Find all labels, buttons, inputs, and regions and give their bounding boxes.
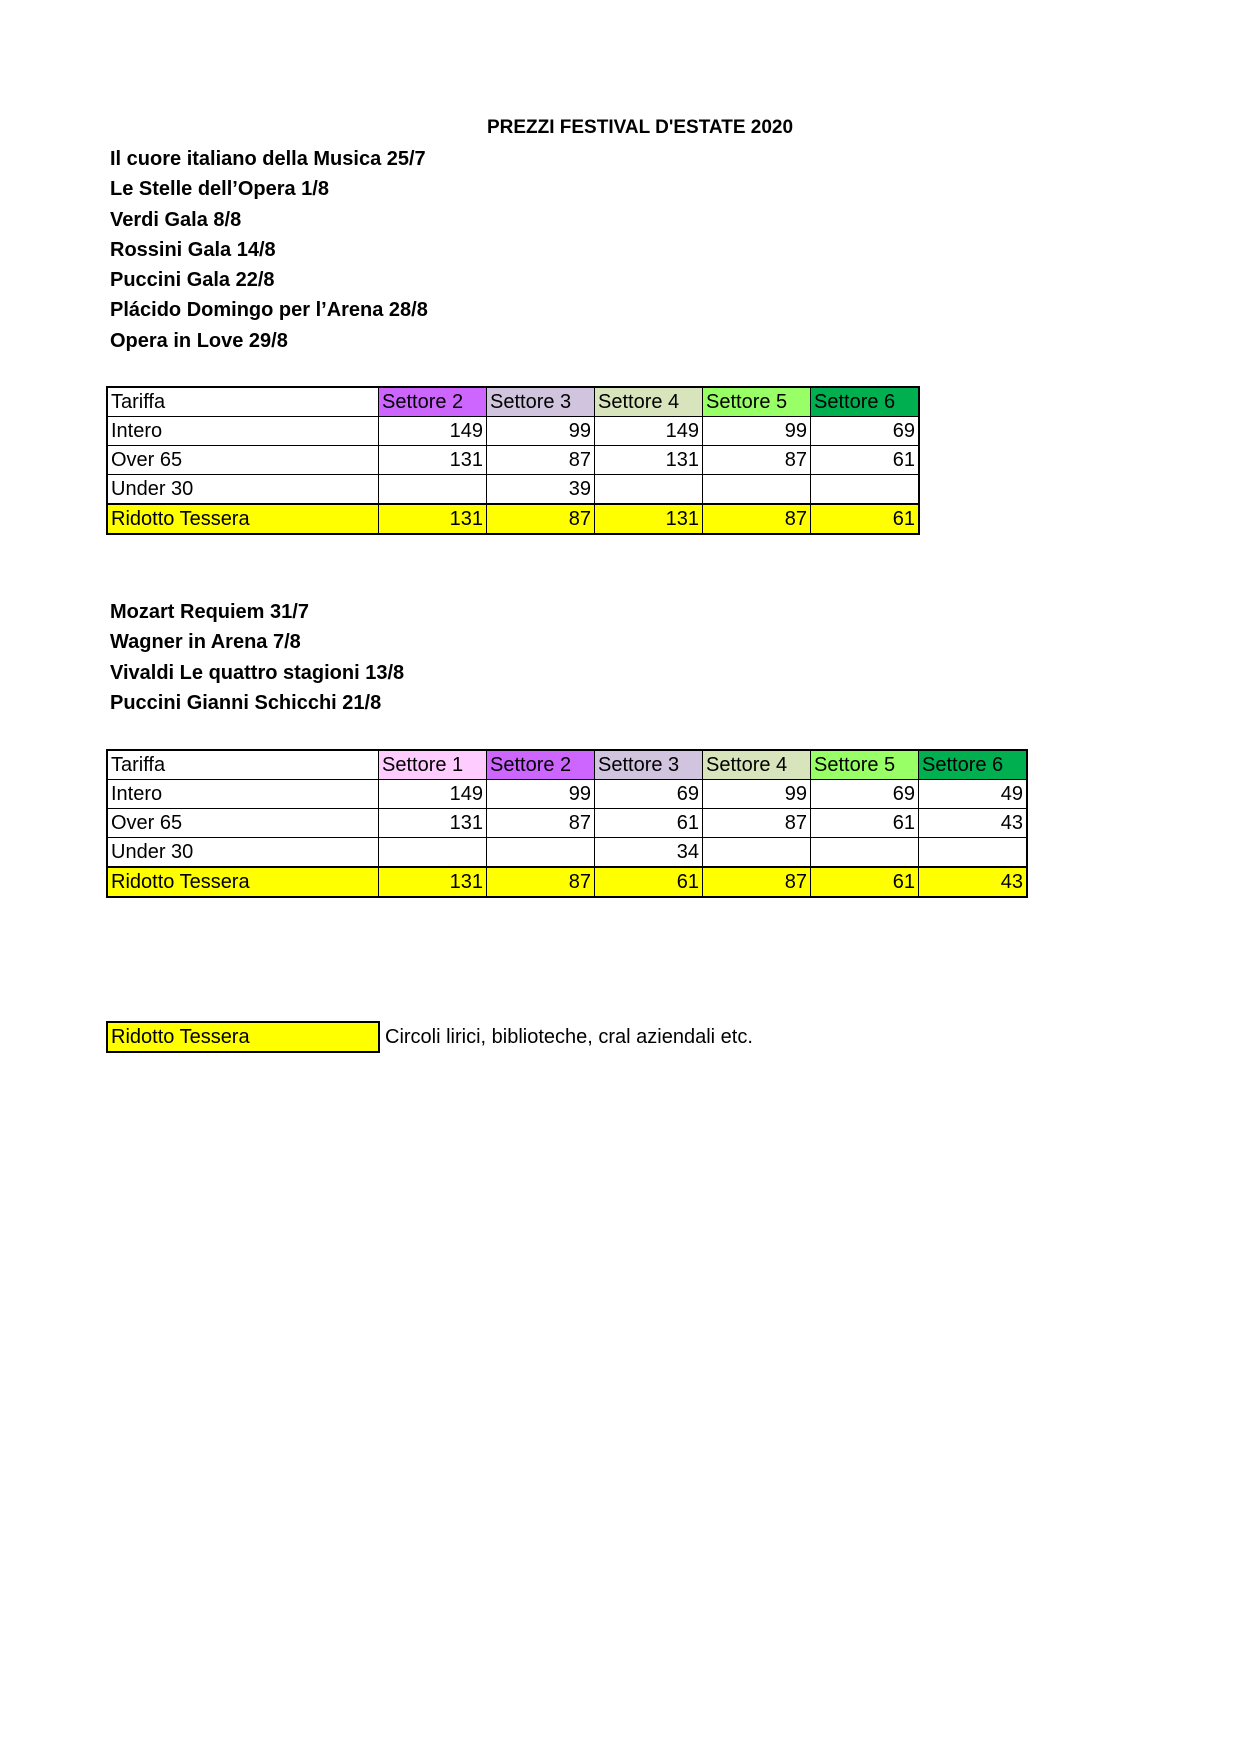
price-cell: 61 — [811, 504, 920, 534]
event-item: Il cuore italiano della Musica 25/7 — [110, 148, 426, 170]
row-label: Under 30 — [107, 475, 379, 505]
price-cell — [379, 475, 487, 505]
price-cell: 87 — [487, 867, 595, 897]
event-item: Puccini Gianni Schicchi 21/8 — [110, 691, 382, 714]
event-list-2 — [110, 597, 404, 718]
event-item: Opera in Love 29/8 — [110, 329, 288, 352]
event-item: Vivaldi Le quattro stagioni 13/8 — [110, 661, 405, 684]
legend-description: Circoli lirici, biblioteche, cral aziendali etc. — [385, 1025, 753, 1048]
event-list-1 — [110, 144, 428, 356]
price-cell — [703, 838, 811, 868]
price-cell: 34 — [595, 838, 703, 868]
price-cell — [487, 838, 595, 868]
table-row — [107, 475, 919, 505]
price-cell: 131 — [595, 446, 703, 475]
price-cell: 131 — [379, 867, 487, 897]
price-cell: 99 — [703, 417, 811, 446]
price-cell: 99 — [703, 780, 811, 809]
header-sector: Settore 3 — [487, 387, 595, 417]
legend-swatch: Ridotto Tessera — [106, 1021, 380, 1053]
price-cell: 87 — [487, 504, 595, 534]
table-row — [107, 809, 1027, 838]
header-sector: Settore 6 — [919, 750, 1028, 780]
row-label: Ridotto Tessera — [107, 867, 379, 897]
price-cell: 69 — [811, 780, 919, 809]
header-sector: Settore 1 — [379, 750, 487, 780]
header-sector: Settore 5 — [811, 750, 919, 780]
row-label: Over 65 — [107, 809, 379, 838]
price-cell: 131 — [595, 504, 703, 534]
price-cell: 99 — [487, 780, 595, 809]
price-cell: 61 — [811, 809, 919, 838]
price-cell: 149 — [379, 780, 487, 809]
event-item: Puccini Gala 22/8 — [110, 269, 275, 292]
row-label: Ridotto Tessera — [107, 504, 379, 534]
table-row — [107, 446, 919, 475]
event-item: Verdi Gala 8/8 — [110, 208, 242, 231]
event-item: Wagner in Arena 7/8 — [110, 631, 301, 654]
price-cell: 87 — [703, 504, 811, 534]
price-cell: 131 — [379, 809, 487, 838]
price-cell: 87 — [703, 867, 811, 897]
price-cell: 87 — [487, 446, 595, 475]
event-item: Le Stelle dell’Opera 1/8 — [110, 178, 329, 201]
price-cell: 87 — [703, 446, 811, 475]
price-cell: 149 — [379, 417, 487, 446]
header-sector: Settore 4 — [703, 750, 811, 780]
table-row — [107, 504, 919, 534]
price-cell — [595, 475, 703, 505]
table-row — [107, 867, 1027, 897]
event-item: Rossini Gala 14/8 — [110, 238, 276, 261]
header-sector: Settore 2 — [487, 750, 595, 780]
header-sector: Settore 2 — [379, 387, 487, 417]
price-cell — [379, 838, 487, 868]
price-cell — [703, 475, 811, 505]
event-item: Plácido Domingo per l’Arena 28/8 — [110, 299, 428, 322]
event-item: Mozart Requiem 31/7 — [110, 601, 309, 623]
price-cell — [919, 838, 1028, 868]
price-cell: 131 — [379, 504, 487, 534]
header-sector: Settore 5 — [703, 387, 811, 417]
price-table-2 — [106, 749, 1028, 898]
price-cell — [811, 838, 919, 868]
header-sector: Settore 6 — [811, 387, 920, 417]
table-row — [107, 780, 1027, 809]
row-label: Under 30 — [107, 838, 379, 868]
price-cell: 61 — [595, 809, 703, 838]
row-label: Intero — [107, 780, 379, 809]
header-sector: Settore 4 — [595, 387, 703, 417]
page-title: PREZZI FESTIVAL D'ESTATE 2020 — [486, 117, 794, 138]
price-cell: 149 — [595, 417, 703, 446]
price-cell: 61 — [811, 867, 919, 897]
price-cell: 99 — [487, 417, 595, 446]
price-cell: 87 — [703, 809, 811, 838]
header-row — [107, 750, 1027, 780]
price-cell: 43 — [919, 867, 1028, 897]
price-table-1 — [106, 386, 920, 535]
price-cell: 39 — [487, 475, 595, 505]
header-tariffa: Tariffa — [107, 387, 379, 417]
price-cell: 61 — [595, 867, 703, 897]
table-row — [107, 838, 1027, 868]
price-cell: 131 — [379, 446, 487, 475]
table-row — [107, 417, 919, 446]
price-cell: 69 — [811, 417, 920, 446]
legend — [106, 1021, 753, 1053]
header-row — [107, 387, 919, 417]
price-cell: 69 — [595, 780, 703, 809]
price-cell: 49 — [919, 780, 1028, 809]
price-cell: 43 — [919, 809, 1028, 838]
row-label: Over 65 — [107, 446, 379, 475]
price-cell — [811, 475, 920, 505]
header-sector: Settore 3 — [595, 750, 703, 780]
header-tariffa: Tariffa — [107, 750, 379, 780]
price-cell: 61 — [811, 446, 920, 475]
price-cell: 87 — [487, 809, 595, 838]
row-label: Intero — [107, 417, 379, 446]
